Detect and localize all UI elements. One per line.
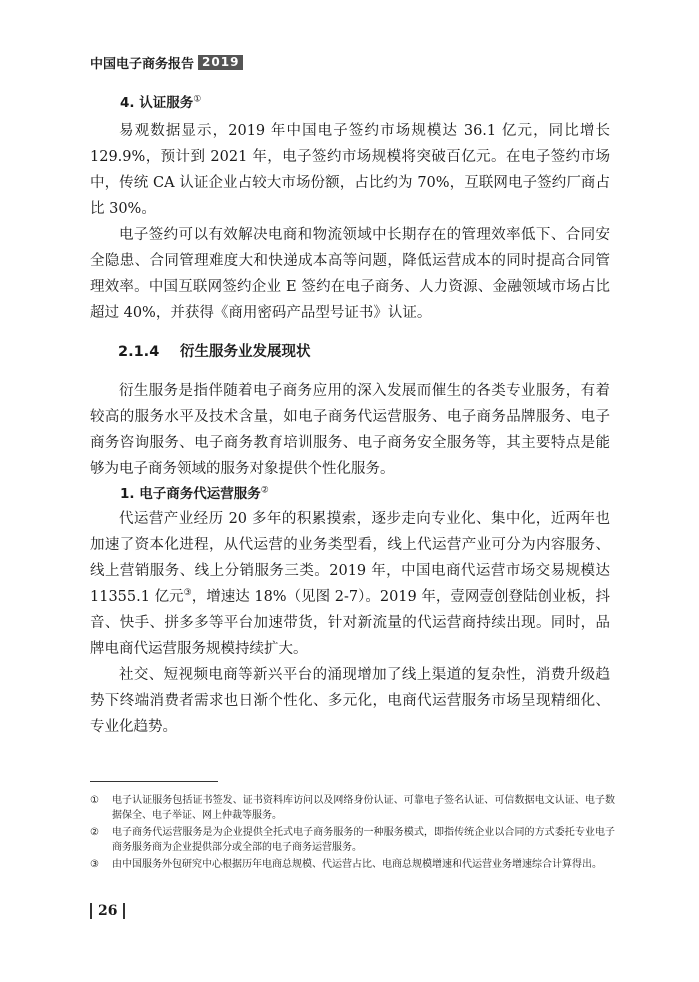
footnote-3: ③ 由中国服务外包研究中心根据历年电商总规模、代运营占比、电商总规模增速和代运营业务增速综合计算得出。 [90, 859, 602, 870]
section-title: 衍生服务业发展现状 [180, 344, 311, 360]
header-title: 中国电子商务报告 [90, 57, 195, 72]
footnote-1: ① 电子认证服务包括证书签发、证书资料库访问以及网络身份认证、可靠电子签名认证、可信数据电文认证、电子数据保全、电子举证、网上仲裁等服务。 [90, 795, 615, 821]
cert-paragraph-1: 易观数据显示，2019 年中国电子签约市场规模达 36.1 亿元，同比增长 129.9%，预计到 2021 年，电子签约市场规模将突破百亿元。在电子签约市场中，传统 CA 认证企业占较大市场份额，占比约为 70%，互联网电子签约厂商占比 30%。 [90, 123, 610, 217]
section-heading-2-1-4 [118, 338, 610, 366]
page-number-value: 26 [98, 903, 118, 919]
footnote-ref-1[interactable]: ① [193, 94, 202, 105]
derivative-intro-paragraph: 衍生服务是指伴随着电子商务应用的深入发展而催生的各类专业服务，有着较高的服务水平及技术含量，如电子商务代运营服务、电子商务品牌服务、电子商务咨询服务、电子商务教育培训服务、电子商务安全服务等，其主要特点是能够为电子商务领域的服务对象提供个性化服务。 [90, 383, 610, 477]
header-year-badge: 2019 [198, 55, 243, 70]
cert-heading: 4. 认证服务① [120, 94, 202, 111]
section-number: 2.1.4 [118, 344, 160, 360]
footnote-ref-3[interactable]: ③ [183, 588, 192, 599]
footnotes [90, 793, 615, 874]
agency-paragraph-1: 代运营产业经历 20 多年的积累摸索，逐步走向专业化、集中化，近两年也加速了资本化进程，从代运营的业务类型看，线上代运营产业可分为内容服务、线上营销服务、线上分销服务三类。2019 年，中国电商代运营市场交易规模达 11355.1 亿元③，增速达 18%（见图 2-7）。2019 年，壹网壹创登陆创业板，抖音、快手、拼多多等平台加速带货，针对新流量的代运营商持续出现。同时，品牌电商代运营服务规模持续扩大。 [90, 511, 610, 657]
page-number-left-bar [90, 903, 92, 919]
running-header [90, 53, 243, 72]
main-content [90, 92, 610, 740]
page-number-right-bar [123, 903, 125, 919]
footnote-2: ② 电子商务代运营服务是为企业提供全托式电子商务服务的一种服务模式，即指传统企业以合同的方式委托专业电子商务服务商为企业提供部分或全部的电子商务运营服务。 [90, 827, 615, 853]
cert-paragraph-2: 电子签约可以有效解决电商和物流领域中长期存在的管理效率低下、合同安全隐患、合同管理难度大和快递成本高等问题，降低运营成本的同时提高合同管理效率。中国互联网签约企业 E 签约在电子商务、人力资源、金融领域市场占比超过 40%，并获得《商用密码产品型号证书》认证。 [90, 227, 610, 321]
page-number [90, 903, 125, 919]
agency-heading: 1. 电子商务代运营服务② [120, 485, 269, 502]
agency-paragraph-2: 社交、短视频电商等新兴平台的涌现增加了线上渠道的复杂性，消费升级趋势下终端消费者需求也日渐个性化、多元化，电商代运营服务市场呈现精细化、专业化趋势。 [90, 667, 610, 735]
footnote-divider [90, 781, 218, 782]
footnote-ref-2[interactable]: ② [260, 485, 269, 496]
